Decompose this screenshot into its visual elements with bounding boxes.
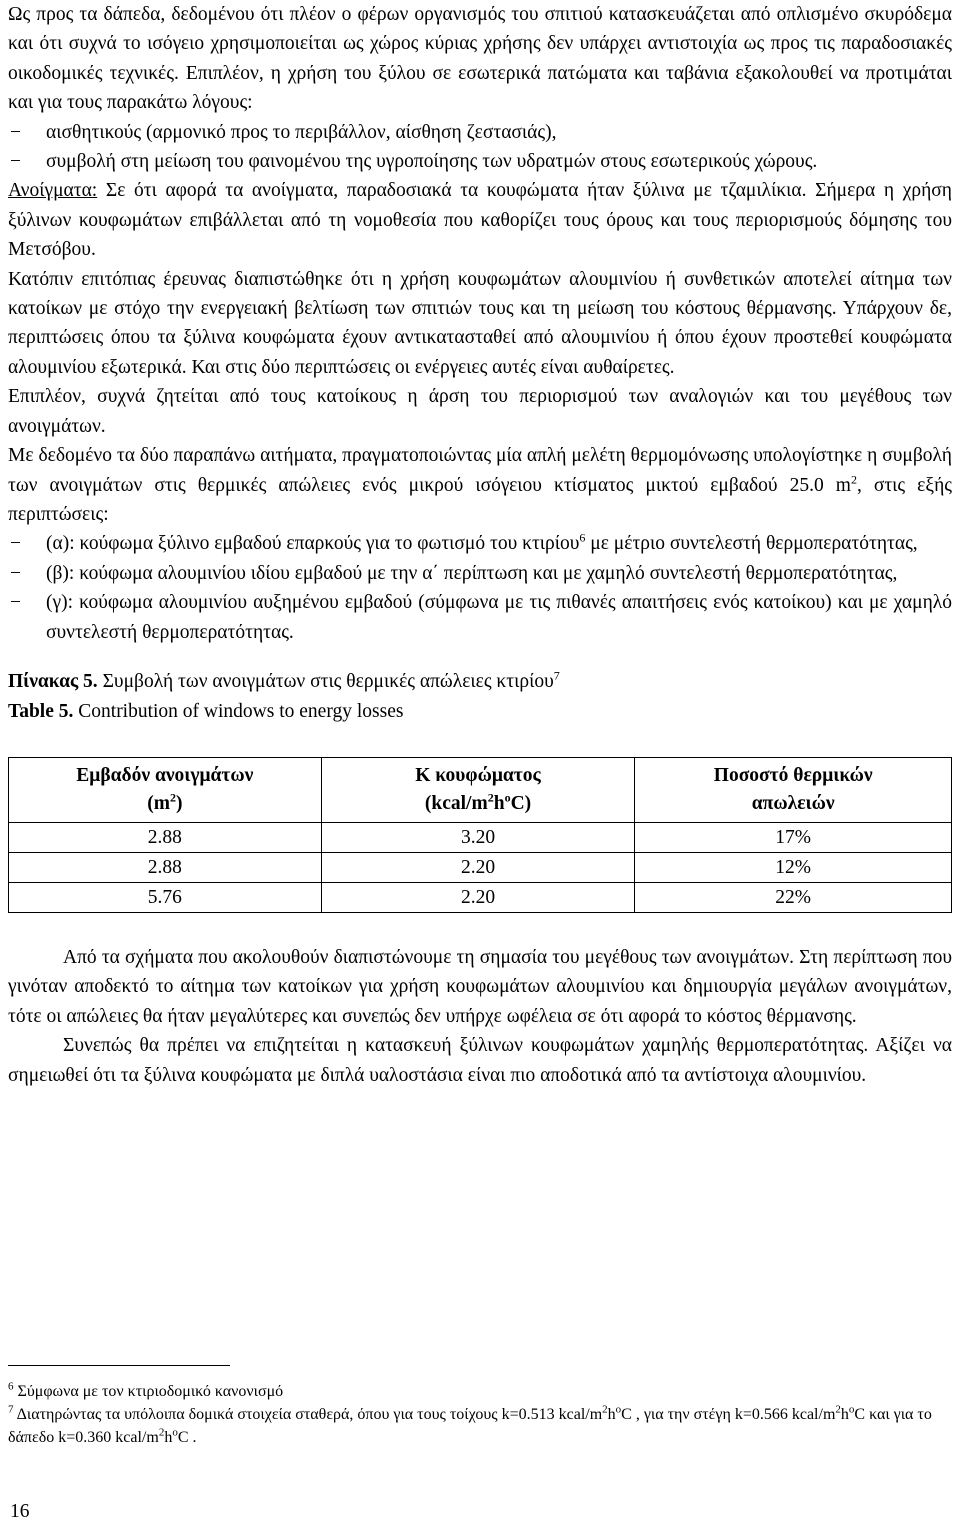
cell-area: 2.88 (9, 822, 322, 852)
list-item: − αισθητικούς (αρμονικό προς το περιβάλλον, αίσθηση ζεστασιάς), (8, 118, 952, 147)
dash-bullet: − (10, 151, 21, 173)
list-item-case-c: − (γ): κούφωμα αλουμινίου αυξημένου εμβαδού (σύμφωνα με τις πιθανές απαιτήσεις ενός κατοίκου) και με χαμηλό συντελεστή θερμοπερατότητας. (8, 588, 952, 647)
paragraph-conclusion: Συνεπώς θα πρέπει να επιζητείται η κατασκευή ξύλινων κουφωμάτων χαμηλής θερμοπερατότητας. Αξίζει να σημειωθεί ότι τα ξύλινα κουφώματα με διπλά υαλοστάσια είναι πιο αποδοτικά από τα αντίστοιχα αλουμινίου. (8, 1035, 952, 1086)
paragraph-study: Με δεδομένο τα δύο παραπάνω αιτήματα, πραγματοποιώντας μία απλή μελέτη θερμομόνωσης υπολογίστηκε η συμβολή των ανοιγμάτων στις θερμικές απώλειες ενός μικρού ισόγειου κτίσματος μικτού εμβαδού 25.0 $m^2$, στις εξής περιπτώσεις: (8, 445, 952, 525)
cell-loss: 22% (635, 882, 952, 912)
caption-english: Table 5. Contribution of windows to energy losses (8, 700, 404, 722)
paragraph-wood-intro: Επιπλέον, η χρήση του ξύλου σε εσωτερικά πατώματα και ταβάνια εξακολουθεί να προτιμάται και για τους παρακάτω λόγους: (8, 62, 952, 114)
paragraph-floors: Ως προς τα δάπεδα, δεδομένου ότι πλέον ο φέρων οργανισμός του σπιτιού κατασκευάζεται από οπλισμένο σκυρόδεμα και ότι συχνά το ισόγειο χρησιμοποιείται ως χώρος κύριας χρήσης δεν υπάρχει αντιστοιχία ως προς τις παραδοσιακές οικοδομικές τεχνικές. Επιπλέον, η χρήση του ξύλου σε εσωτερικά πατώματα και ταβάνια εξακολουθεί να προτιμάται και για τους παρακάτω λόγους: (8, 4, 952, 114)
table-row (9, 882, 952, 912)
table-caption (8, 667, 952, 727)
list-item-case-b: − (β): κούφωμα αλουμινίου ιδίου εμβαδού με την α΄ περίπτωση και με χαμηλό συντελεστή θερμοπερατότητας, (8, 559, 952, 588)
paragraph-survey: Κατόπιν επιτόπιας έρευνας διαπιστώθηκε ότι η χρήση κουφωμάτων αλουμινίου ή συνθετικών αποτελεί αίτημα των κατοίκων με στόχο την ενεργειακή βελτίωση των σπιτιών τους και τη μείωση του κόστους θέρμανσης. Υπάρχουν δε, περιπτώσεις όπου τα ξύλινα κουφώματα έχουν αντικατασταθεί από αλουμινίου ή όπου έχουν προστεθεί κουφώματα αλουμινίου εξωτερικά. Και στις δύο περιπτώσεις οι ενέργειες αυτές είναι αυθαίρετες. (8, 268, 952, 378)
dash-bullet: − (10, 533, 21, 555)
paragraph-figures: Από τα σχήματα που ακολουθούν διαπιστώνουμε τη σημασία του μεγέθους των ανοιγμάτων. Στη περίπτωση που γινόταν αποδεκτό το αίτημα των κατοίκων για χρήση κουφωμάτων αλουμινίου και δημιουργία μεγάλων ανοιγμάτων, τότε οι απώλειες θα ήταν μεγαλύτερες και συνεπώς δεν υπήρχε ωφέλεια σε ότι αφορά το κόστος θέρμανσης. (8, 946, 952, 1027)
cell-loss: 17% (635, 822, 952, 852)
document-page (8, 0, 952, 1090)
table-row (9, 852, 952, 882)
footnotes (8, 1380, 952, 1449)
cell-k: 2.20 (321, 882, 635, 912)
footnote-7: $^7$ Διατηρώντας τα υπόλοιπα δομικά στοιχεία σταθερά, όπου για τους τοίχους k=0.513 kcal/$m^2h^oC$ , για την στέγη k=0.566 kcal/$m^2h^oC$ και για το δάπεδο k=0.360 kcal/$m^2h^oC$ . (8, 1403, 932, 1446)
footnote-divider (8, 1365, 230, 1366)
paragraph-requests: Επιπλέον, συχνά ζητείται από τους κατοίκους η άρση του περιορισμού των αναλογιών και του μεγέθους των ανοιγμάτων. (8, 386, 952, 437)
openings-heading: Ανοίγματα: (8, 180, 98, 202)
list-item-case-a: − (α): κούφωμα ξύλινο εμβαδού επαρκούς για το φωτισμό του κτιρίου$^6$ με μέτριο συντελεστή θερμοπερατότητας, (8, 529, 952, 558)
footnote-6: $^6$ Σύμφωνα με τον κτιριοδομικό κανονισμό (8, 1380, 284, 1400)
page-number: 16 (10, 1501, 30, 1522)
list-item: − συμβολή στη μείωση του φαινομένου της υγροποίησης των υδρατμών στους εσωτερικούς χώρους. (8, 147, 952, 176)
footnote-ref: 6 (579, 530, 586, 545)
dash-bullet: − (10, 592, 21, 614)
header-area: Εμβαδόν ανοιγμάτων $(m^2)$ (9, 757, 322, 822)
cell-loss: 12% (635, 852, 952, 882)
cell-area: 2.88 (9, 852, 322, 882)
dash-bullet: − (10, 121, 21, 143)
footnote-ref: 7 (553, 668, 560, 683)
header-k-value: Κ κουφώματος $(kcal/m^2h^oC)$ (321, 757, 635, 822)
cell-k: 2.20 (321, 852, 635, 882)
caption-greek: Πίνακας 5. Συμβολή των ανοιγμάτων στις θερμικές απώλειες κτιρίου$^7$ (8, 668, 560, 692)
cell-k: 3.20 (321, 822, 635, 852)
cell-area: 5.76 (9, 882, 322, 912)
windows-losses-table (8, 757, 952, 913)
dash-bullet: − (10, 562, 21, 584)
header-loss-percentage: Ποσοστό θερμικών απωλειών (635, 757, 952, 822)
paragraph-openings: Ανοίγματα: Σε ότι αφορά τα ανοίγματα, παραδοσιακά τα κουφώματα ήταν ξύλινα με τζαμιλίκια. Σήμερα η χρήση ξύλινων κουφωμάτων επιβάλλεται από τη νομοθεσία που καθορίζει τους όρους και τους περιορισμούς δόμησης του Μετσόβου. (8, 180, 952, 261)
table-header-row (9, 757, 952, 822)
table-row (9, 822, 952, 852)
